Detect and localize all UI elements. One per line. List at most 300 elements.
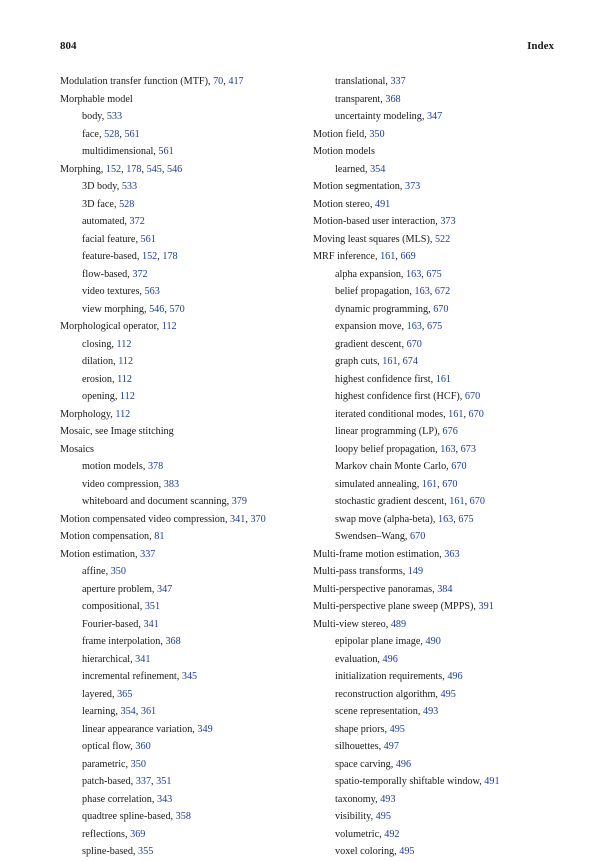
index-entry <box>60 546 310 564</box>
index-term: visibility, <box>335 811 376 822</box>
index-subentry <box>313 686 563 704</box>
index-subentry <box>60 196 310 214</box>
index-term: voxel coloring, <box>335 846 400 857</box>
index-term: dynamic programming, <box>335 303 434 315</box>
index-entry <box>60 406 310 424</box>
index-term: gradient descent, <box>335 338 407 350</box>
page-reference-link[interactable]: 673 <box>460 443 476 455</box>
index-term: evaluation, <box>335 653 383 665</box>
index-subentry <box>313 651 563 669</box>
page-reference-link[interactable]: 391 <box>478 601 494 612</box>
index-subentry <box>60 686 310 704</box>
index-subentry <box>60 248 310 266</box>
index-term: quadtree spline-based, <box>82 811 176 822</box>
index-entry <box>313 196 563 214</box>
index-term: simulated annealing, <box>335 478 422 490</box>
index-subentry <box>313 633 563 651</box>
page-reference-link[interactable]: 152 <box>141 251 158 262</box>
index-subentry <box>60 283 310 301</box>
index-subentry <box>313 808 563 826</box>
index-term: Motion-based user interaction, <box>313 216 441 227</box>
index-subentry <box>60 388 310 406</box>
index-term: view morphing, <box>82 303 150 315</box>
index-subentry <box>313 773 563 791</box>
index-subentry <box>60 738 310 756</box>
index-subentry <box>313 826 563 844</box>
index-subentry <box>313 511 563 529</box>
page-reference-link[interactable]: 490 <box>425 636 441 647</box>
page-separator: , <box>421 268 427 280</box>
index-subentry <box>313 318 563 336</box>
index-term: facial feature, <box>82 233 141 245</box>
index-entry <box>313 126 563 144</box>
index-term: flow-based, <box>82 268 133 280</box>
index-subentry <box>60 213 310 231</box>
page-reference-link[interactable]: 373 <box>404 181 421 192</box>
page-separator: , <box>161 163 167 175</box>
page-reference-link[interactable]: 349 <box>197 723 213 735</box>
page-reference-link[interactable]: 149 <box>407 566 424 577</box>
index-term: body, <box>82 111 107 122</box>
index-term: face, <box>82 128 105 140</box>
page-reference-link[interactable]: 112 <box>161 321 177 332</box>
page-reference-link[interactable]: 360 <box>135 741 151 752</box>
index-term: 3D face, <box>82 198 120 210</box>
page-reference-link[interactable]: 112 <box>117 373 132 385</box>
index-subentry <box>313 738 563 756</box>
index-entry <box>313 213 563 231</box>
index-subentry <box>60 843 310 861</box>
page-reference-link[interactable]: 491 <box>374 198 391 210</box>
page-separator: , <box>455 443 461 455</box>
page-reference-link[interactable]: 674 <box>402 356 418 367</box>
page-reference-link[interactable]: 670 <box>406 338 422 350</box>
index-term: Morphological operator, <box>60 321 162 332</box>
page-reference-link[interactable]: 561 <box>158 146 174 157</box>
index-term: Motion field, <box>313 128 370 140</box>
index-subentry <box>313 388 563 406</box>
index-subentry <box>60 178 310 196</box>
page-number: 804 <box>60 40 77 52</box>
index-term: Morphology, <box>60 408 116 420</box>
index-subentry <box>60 616 310 634</box>
page-reference-link[interactable]: 161 <box>435 373 451 385</box>
index-term: Motion compensation, <box>60 531 155 542</box>
index-subentry <box>313 423 563 441</box>
index-subentry <box>60 126 310 144</box>
page-reference-link[interactable]: 368 <box>165 636 181 647</box>
page-reference-link[interactable]: 378 <box>147 461 164 472</box>
index-subentry <box>60 563 310 581</box>
page-reference-link[interactable]: 354 <box>370 163 386 175</box>
index-term: expansion move, <box>335 321 407 332</box>
page-reference-link[interactable]: 489 <box>390 618 407 630</box>
index-term: scene representation, <box>335 706 423 717</box>
page-reference-link[interactable]: 563 <box>144 286 160 297</box>
page-reference-link[interactable]: 343 <box>156 793 173 805</box>
page-separator: , <box>395 251 401 262</box>
index-entry <box>60 511 310 529</box>
index-subentry <box>60 756 310 774</box>
index-entry <box>60 528 310 546</box>
index-entry <box>313 598 563 616</box>
index-term: learned, <box>335 163 371 175</box>
page-separator: , <box>397 356 403 367</box>
index-term: Swendsen–Wang, <box>335 531 411 542</box>
page-reference-link[interactable]: 675 <box>426 321 443 332</box>
index-term: video textures, <box>82 286 145 297</box>
index-subentry <box>60 371 310 389</box>
index-term: incremental refinement, <box>82 671 182 682</box>
index-subentry <box>60 493 310 511</box>
index-subentry <box>313 843 563 861</box>
index-term: layered, <box>82 688 118 700</box>
index-term: volumetric, <box>335 828 385 840</box>
page-reference-link[interactable]: 350 <box>130 758 146 770</box>
page-reference-link[interactable]: 675 <box>426 268 442 280</box>
page-reference-link[interactable]: 152 <box>105 163 122 175</box>
index-subentry <box>60 581 310 599</box>
page-reference-link[interactable]: 358 <box>175 811 191 822</box>
page-separator: , <box>164 303 170 315</box>
index-term: multidimensional, <box>82 146 159 157</box>
page-reference-link[interactable]: 670 <box>464 391 481 402</box>
index-term: linear appearance variation, <box>82 723 198 735</box>
index-term: Mosaics <box>60 443 94 455</box>
index-subentry <box>313 353 563 371</box>
page-reference-link[interactable]: 161 <box>380 251 396 262</box>
page-reference-link[interactable]: 161 <box>382 356 398 367</box>
index-subentry <box>313 476 563 494</box>
page-reference-link[interactable]: 670 <box>469 496 485 507</box>
page-reference-link[interactable]: 491 <box>484 776 500 787</box>
page-reference-link[interactable]: 370 <box>250 513 266 525</box>
index-subentry <box>60 476 310 494</box>
index-term: highest confidence first, <box>335 373 436 385</box>
page-reference-link[interactable]: 355 <box>138 846 154 857</box>
index-subentry <box>60 721 310 739</box>
index-subentry <box>60 791 310 809</box>
index-term: spatio-temporally shiftable window, <box>335 776 485 787</box>
index-term: Multi-perspective plane sweep (MPPS), <box>313 601 479 612</box>
page-reference-link[interactable]: 372 <box>132 268 148 280</box>
index-term: Modulation transfer function (MTF), <box>60 76 214 87</box>
page-reference-link[interactable]: 495 <box>375 811 391 822</box>
index-term: feature-based, <box>82 251 142 262</box>
page-reference-link[interactable]: 361 <box>140 706 157 717</box>
index-term: Motion models <box>313 146 375 157</box>
index-subentry <box>60 633 310 651</box>
page-reference-link[interactable]: 497 <box>383 741 399 752</box>
page-reference-link[interactable]: 351 <box>156 776 172 787</box>
page-reference-link[interactable]: 533 <box>106 111 123 122</box>
index-term: automated, <box>82 216 130 227</box>
page-reference-link[interactable]: 670 <box>410 531 426 542</box>
index-term: taxonomy, <box>335 793 381 805</box>
index-subentry <box>60 668 310 686</box>
index-term: erosion, <box>82 373 118 385</box>
index-subentry <box>313 441 563 459</box>
index-subentry <box>313 791 563 809</box>
page-reference-link[interactable]: 161 <box>421 478 438 490</box>
index-entry <box>60 91 310 109</box>
index-term: stochastic gradient descent, <box>335 496 450 507</box>
page-separator: , <box>121 163 127 175</box>
page-reference-link[interactable]: 384 <box>437 583 453 595</box>
page-reference-link[interactable]: 675 <box>458 513 474 525</box>
index-term: belief propagation, <box>335 286 415 297</box>
index-entry <box>313 178 563 196</box>
page-header <box>60 40 554 56</box>
page-separator: , <box>151 776 157 787</box>
page-reference-link[interactable]: 561 <box>140 233 156 245</box>
page-separator: , <box>119 128 125 140</box>
index-subentry <box>313 91 563 109</box>
page-reference-link[interactable]: 112 <box>116 338 132 350</box>
page-reference-link[interactable]: 383 <box>163 478 180 490</box>
index-term: swap move (alpha-beta), <box>335 513 438 525</box>
index-subentry <box>60 266 310 284</box>
page-reference-link[interactable]: 347 <box>156 583 173 595</box>
page-separator: , <box>464 496 470 507</box>
index-term: iterated conditional modes, <box>335 408 449 420</box>
index-subentry <box>313 73 563 91</box>
index-term: Morphing, <box>60 163 106 175</box>
index-subentry <box>60 336 310 354</box>
index-subentry <box>313 283 563 301</box>
index-term: Multi-perspective panoramas, <box>313 583 438 595</box>
index-term: Morphable model <box>60 93 133 105</box>
index-subentry <box>60 773 310 791</box>
index-term: shape priors, <box>335 723 390 735</box>
index-term: 3D body, <box>82 181 122 192</box>
index-term: motion models, <box>82 461 148 472</box>
index-entry <box>313 616 563 634</box>
page-reference-link[interactable]: 561 <box>124 128 140 140</box>
page-reference-link[interactable]: 528 <box>119 198 135 210</box>
page-reference-link[interactable]: 81 <box>154 531 165 542</box>
index-term: Mosaic, see Image stitching <box>60 426 174 437</box>
page-separator: , <box>437 478 443 490</box>
page-reference-link[interactable]: 163 <box>414 286 430 297</box>
page-separator: , <box>453 513 459 525</box>
page-reference-link[interactable]: 163 <box>406 321 422 332</box>
index-subentry <box>60 108 310 126</box>
index-term: reconstruction algorithm, <box>335 688 441 700</box>
index-term: highest confidence first (HCF), <box>335 391 465 402</box>
page-reference-link[interactable]: 161 <box>449 496 465 507</box>
index-subentry <box>313 301 563 319</box>
index-subentry <box>60 143 310 161</box>
page-reference-link[interactable]: 163 <box>440 443 456 455</box>
page-reference-link[interactable]: 178 <box>126 163 142 175</box>
page-separator: , <box>157 251 163 262</box>
page-reference-link[interactable]: 670 <box>433 303 449 315</box>
index-column-left <box>60 73 310 861</box>
page-reference-link[interactable]: 354 <box>120 706 136 717</box>
index-term: translational, <box>335 76 391 87</box>
index-subentry <box>60 353 310 371</box>
page-reference-link[interactable]: 345 <box>181 671 198 682</box>
index-term: epipolar plane image, <box>335 636 426 647</box>
page-reference-link[interactable]: 670 <box>468 408 484 420</box>
page-separator: , <box>429 286 435 297</box>
index-term: graph cuts, <box>335 356 383 367</box>
index-subentry <box>313 756 563 774</box>
index-entry <box>60 161 310 179</box>
index-term: transparent, <box>335 93 386 105</box>
page-reference-link[interactable]: 495 <box>399 846 415 857</box>
index-subentry <box>60 598 310 616</box>
index-term: Motion estimation, <box>60 548 141 560</box>
index-term: linear programming (LP), <box>335 426 443 437</box>
page-reference-link[interactable]: 161 <box>448 408 464 420</box>
index-term: aperture problem, <box>82 583 157 595</box>
page-reference-link[interactable]: 492 <box>384 828 400 840</box>
index-term: Markov chain Monte Carlo, <box>335 461 452 472</box>
index-entry <box>313 143 563 161</box>
index-subentry <box>313 721 563 739</box>
page-reference-link[interactable]: 672 <box>434 286 451 297</box>
index-subentry <box>313 161 563 179</box>
page-reference-link[interactable]: 496 <box>395 758 412 770</box>
page-reference-link[interactable]: 570 <box>169 303 185 315</box>
index-subentry <box>313 668 563 686</box>
index-term: Moving least squares (MLS), <box>313 233 435 245</box>
page-reference-link[interactable]: 533 <box>121 181 138 192</box>
index-term: Motion stereo, <box>313 198 375 210</box>
page-reference-link[interactable]: 496 <box>382 653 398 665</box>
index-subentry <box>60 231 310 249</box>
index-term: spline-based, <box>82 846 139 857</box>
page-reference-link[interactable]: 163 <box>437 513 454 525</box>
page-reference-link[interactable]: 379 <box>231 496 247 507</box>
index-term: whiteboard and document scanning, <box>82 496 232 507</box>
page-reference-link[interactable]: 417 <box>228 76 244 87</box>
page-reference-link[interactable]: 372 <box>129 216 145 227</box>
index-subentry <box>313 703 563 721</box>
page-reference-link[interactable]: 670 <box>451 461 467 472</box>
index-term: hierarchical, <box>82 653 136 665</box>
page-reference-link[interactable]: 350 <box>110 566 126 577</box>
page-reference-link[interactable]: 493 <box>380 793 396 805</box>
index-subentry <box>60 808 310 826</box>
page-reference-link[interactable]: 341 <box>143 618 159 630</box>
page-reference-link[interactable]: 341 <box>135 653 151 665</box>
page-reference-link[interactable]: 546 <box>149 303 165 315</box>
index-term: Motion compensated video compression, <box>60 513 231 525</box>
index-entry <box>60 73 310 91</box>
index-term: dilation, <box>82 356 119 367</box>
page-reference-link[interactable]: 669 <box>400 251 416 262</box>
page-reference-link[interactable]: 350 <box>369 128 385 140</box>
page-reference-link[interactable]: 546 <box>166 163 183 175</box>
page-separator: , <box>245 513 251 525</box>
index-term: learning, <box>82 706 121 717</box>
page-reference-link[interactable]: 337 <box>140 548 156 560</box>
page-reference-link[interactable]: 365 <box>117 688 133 700</box>
index-term: patch-based, <box>82 776 136 787</box>
page-reference-link[interactable]: 368 <box>385 93 401 105</box>
index-term: optical flow, <box>82 741 136 752</box>
section-title: Index <box>527 40 554 52</box>
index-entry <box>60 423 310 441</box>
index-term: Multi-frame motion estimation, <box>313 548 445 560</box>
page-reference-link[interactable]: 545 <box>146 163 162 175</box>
page-reference-link[interactable]: 495 <box>389 723 405 735</box>
page-reference-link[interactable]: 373 <box>440 216 456 227</box>
page-reference-link[interactable]: 70 <box>213 76 224 87</box>
page-reference-link[interactable]: 496 <box>447 671 463 682</box>
index-column-right <box>313 73 563 861</box>
index-term: frame interpolation, <box>82 636 166 647</box>
index-term: initialization requirements, <box>335 671 448 682</box>
index-term: reflections, <box>82 828 131 840</box>
page-reference-link[interactable]: 341 <box>230 513 246 525</box>
index-subentry <box>313 493 563 511</box>
page-reference-link[interactable]: 112 <box>118 356 134 367</box>
index-subentry <box>60 651 310 669</box>
index-term: affine, <box>82 566 111 577</box>
index-term: closing, <box>82 338 117 350</box>
index-term: alpha expansion, <box>335 268 407 280</box>
page-reference-link[interactable]: 112 <box>115 408 131 420</box>
page-separator: , <box>421 321 427 332</box>
page-reference-link[interactable]: 528 <box>104 128 120 140</box>
page-reference-link[interactable]: 163 <box>406 268 422 280</box>
index-entry <box>313 563 563 581</box>
index-subentry <box>60 826 310 844</box>
index-term: space carving, <box>335 758 396 770</box>
index-entry <box>313 248 563 266</box>
index-term: uncertainty modeling, <box>335 111 427 122</box>
page-reference-link[interactable]: 178 <box>162 251 178 262</box>
index-entry <box>313 546 563 564</box>
page-reference-link[interactable]: 112 <box>119 391 135 402</box>
index-term: compositional, <box>82 601 145 612</box>
index-term: opening, <box>82 391 120 402</box>
page-reference-link[interactable]: 676 <box>442 426 458 437</box>
index-term: silhouettes, <box>335 741 384 752</box>
index-subentry <box>313 266 563 284</box>
index-term: video compression, <box>82 478 164 490</box>
page-separator: , <box>223 76 229 87</box>
index-subentry <box>60 458 310 476</box>
page-reference-link[interactable]: 495 <box>440 688 456 700</box>
page-reference-link[interactable]: 351 <box>144 601 161 612</box>
index-term: phase correlation, <box>82 793 157 805</box>
page-reference-link[interactable]: 493 <box>422 706 439 717</box>
page-reference-link[interactable]: 670 <box>442 478 458 490</box>
page-reference-link[interactable]: 363 <box>444 548 460 560</box>
page-reference-link[interactable]: 369 <box>130 828 146 840</box>
index-term: Multi-view stereo, <box>313 618 391 630</box>
index-subentry <box>60 703 310 721</box>
page-reference-link[interactable]: 337 <box>135 776 152 787</box>
page-reference-link[interactable]: 522 <box>434 233 451 245</box>
page-reference-link[interactable]: 337 <box>390 76 406 87</box>
index-entry <box>313 581 563 599</box>
index-entry <box>60 441 310 459</box>
page-separator: , <box>135 706 141 717</box>
index-subentry <box>313 406 563 424</box>
page-separator: , <box>141 163 147 175</box>
page-reference-link[interactable]: 347 <box>426 111 443 122</box>
index-entry <box>313 231 563 249</box>
page-separator: , <box>463 408 469 420</box>
index-entry <box>60 318 310 336</box>
index-subentry <box>313 108 563 126</box>
